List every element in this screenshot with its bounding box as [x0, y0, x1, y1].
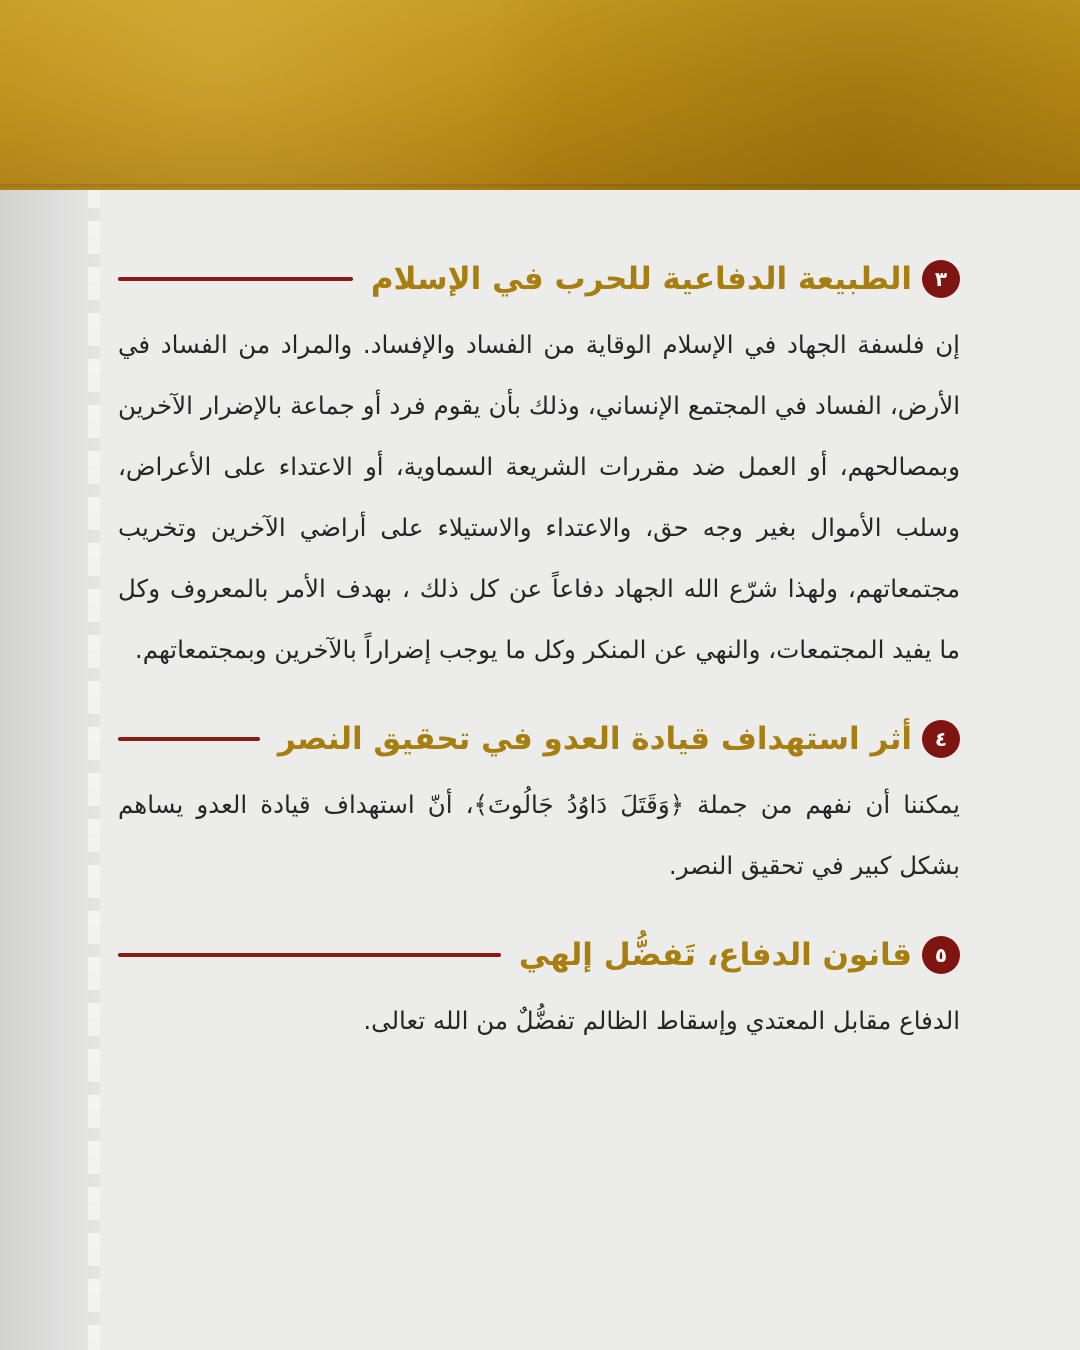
section-title: الطبيعة الدفاعية للحرب في الإسلام	[370, 261, 912, 297]
section-4	[118, 710, 960, 896]
section-title: قانون الدفاع، تَفضُّل إلهي	[518, 937, 912, 973]
section-heading	[118, 250, 960, 308]
section-body: يمكننا أن نفهم من جملة ﴿وَقَتَلَ دَاوُدُ جَالُوتَ﴾، أنّ استهداف قيادة العدو يساهم بشكل كبير في تحقيق النصر.	[118, 790, 960, 880]
content-area	[118, 250, 960, 1081]
section-number-badge: ٣	[922, 260, 960, 298]
section-heading	[118, 710, 960, 768]
heading-divider-line	[118, 737, 260, 741]
section-body: إن فلسفة الجهاد في الإسلام الوقاية من الفساد والإفساد. والمراد من الفساد في الأرض، الفساد في المجتمع الإنساني، وذلك بأن يقوم فرد أو جماعة بالإضرار الآخرين وبمصالحهم، أو العمل ضد مقررات الشريعة السماوية، أو الاعتداء على الأعراض، وسلب الأموال بغير وجه حق، والاعتداء والاستيلاء على أراضي الآخرين وتخريب مجتمعاتهم، ولهذا شرّع الله الجهاد دفاعاً عن كل ذلك ، بهدف الأمر بالمعروف وكل ما يفيد المجتمعات، والنهي عن المنكر وكل ما يوجب إضراراً بالآخرين وبمجتمعاتهم.	[118, 330, 960, 664]
left-paper-strip	[0, 190, 95, 1350]
section-5	[118, 926, 960, 1051]
heading-divider-line	[118, 277, 353, 281]
heading-divider-line	[118, 953, 501, 957]
section-body: الدفاع مقابل المعتدي وإسقاط الظالم تفضُّلٌ من الله تعالى.	[363, 1006, 960, 1035]
section-number-badge: ٤	[922, 720, 960, 758]
section-3	[118, 250, 960, 680]
section-number-badge: ٥	[922, 936, 960, 974]
section-heading	[118, 926, 960, 984]
top-gold-band	[0, 0, 1080, 190]
section-title: أثر استهداف قيادة العدو في تحقيق النصر	[277, 721, 912, 757]
